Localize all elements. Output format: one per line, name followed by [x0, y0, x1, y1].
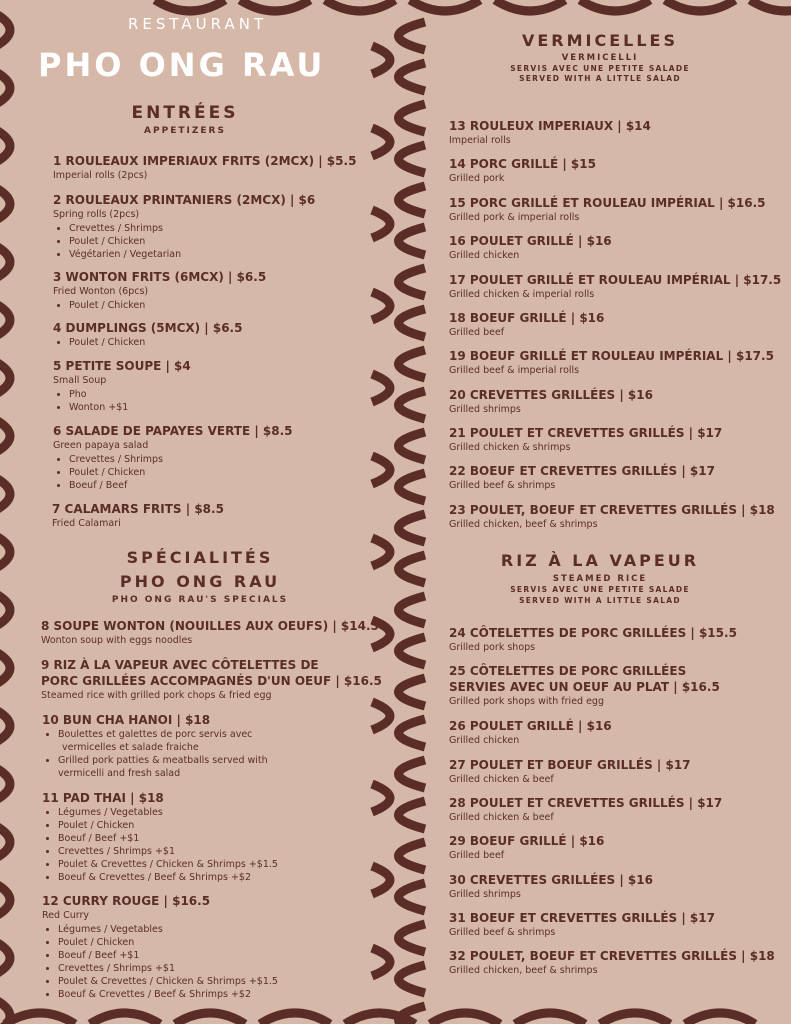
option-item: • Crevettes / Shrimps +$1	[58, 962, 278, 975]
decorative-arc	[410, 0, 480, 11]
option-list	[53, 299, 266, 312]
decorative-arc	[665, 0, 735, 11]
menu-item	[449, 948, 775, 978]
riz-note-en: SERVED WITH A LITTLE SALAD	[519, 596, 681, 605]
item-description: Grilled pork shops with fried egg	[449, 696, 604, 707]
option-item: • Grilled pork patties & meatballs served with	[58, 754, 268, 767]
item-description: Fried Calamari	[52, 518, 121, 529]
decorative-arc	[0, 304, 10, 336]
decorative-arc	[399, 637, 426, 665]
decorative-arc	[372, 948, 390, 976]
decorative-arc	[0, 362, 10, 394]
option-item: • Poulet / Chicken	[69, 336, 242, 349]
decorative-arc	[372, 866, 390, 894]
option-item: • Pho	[69, 388, 191, 401]
item-name: 1 ROULEAUX IMPERIAUX FRITS (2MCX) | $5.5	[53, 154, 357, 168]
menu-item	[53, 269, 266, 312]
item-name-line2: SERVIES AVEC UN OEUF AU PLAT | $16.5	[449, 680, 720, 694]
menu-item	[449, 872, 653, 902]
item-name: 22 BOEUF ET CREVETTES GRILLÉS | $17	[449, 464, 715, 478]
item-name: 26 POULET GRILLÉ | $16	[449, 719, 612, 733]
riz-title: RIZ À LA VAPEUR	[500, 551, 700, 570]
option-item: • Poulet & Crevettes / Chicken & Shrimps +$1.5	[58, 858, 278, 871]
option-list	[42, 728, 268, 780]
decorative-arc	[399, 22, 426, 50]
item-description: Small Soup	[53, 375, 107, 386]
item-description: Green papaya salad	[53, 440, 149, 451]
menu-item	[42, 893, 278, 1001]
option-item: • Poulet / Chicken	[58, 936, 278, 949]
item-name: 3 WONTON FRITS (6MCX) | $6.5	[53, 270, 267, 284]
restaurant-name: PHO ONG RAU	[38, 46, 326, 84]
item-description: Fried Wonton (6pcs)	[53, 286, 149, 297]
item-description: Red Curry	[42, 910, 89, 921]
item-description: Grilled beef	[449, 850, 505, 861]
vermicelles-subtitle: VERMICELLI	[561, 53, 639, 63]
decorative-arc	[515, 1013, 585, 1024]
option-item: • Boeuf / Beef	[69, 479, 293, 492]
restaurant-label: RESTAURANT	[128, 15, 268, 33]
decorative-arc	[399, 924, 426, 952]
menu-item	[42, 712, 268, 780]
item-name: 20 CREVETTES GRILLÉES | $16	[449, 388, 653, 402]
decorative-arc	[0, 478, 10, 510]
decorative-arc	[399, 678, 426, 706]
decorative-arc	[5, 1013, 75, 1024]
decorative-arc	[372, 292, 390, 320]
item-description: Grilled beef & shrimps	[449, 927, 556, 938]
item-name: 29 BOEUF GRILLÉ | $16	[449, 834, 605, 848]
decorative-arc	[0, 768, 10, 800]
decorative-arc	[175, 1013, 245, 1024]
decorative-arc	[0, 884, 10, 916]
option-item: • Végétarien / Vegetarian	[69, 248, 315, 261]
option-item: • Poulet / Chicken	[58, 819, 278, 832]
item-description: Grilled shrimps	[449, 404, 521, 415]
item-description: Grilled shrimps	[449, 889, 521, 900]
decorative-arc	[399, 186, 426, 214]
decorative-arc	[399, 104, 426, 132]
decorative-arc	[399, 432, 426, 460]
decorative-arc	[372, 702, 390, 730]
decorative-arc	[750, 0, 791, 11]
item-name: 17 POULET GRILLÉ ET ROULEAU IMPÉRIAL | $17.5	[449, 273, 782, 287]
item-description: Grilled beef & imperial rolls	[449, 365, 580, 376]
decorative-arc	[372, 46, 390, 74]
decorative-arc	[685, 1013, 755, 1024]
decorative-arc	[372, 128, 390, 156]
decorative-arc	[399, 883, 426, 911]
item-name: 6 SALADE DE PAPAYES VERTE | $8.5	[53, 424, 293, 438]
option-list	[42, 806, 278, 884]
item-name: 16 POULET GRILLÉ | $16	[449, 234, 612, 248]
item-name: 9 RIZ À LA VAPEUR AVEC CÔTELETTES DE	[41, 658, 319, 672]
decorative-arc	[580, 0, 650, 11]
decorative-arc	[240, 0, 310, 11]
item-description: Grilled chicken & beef	[449, 812, 554, 823]
decorative-arc	[0, 420, 10, 452]
menu-item	[41, 618, 379, 648]
decorative-arc	[372, 784, 390, 812]
option-list	[53, 388, 191, 414]
decorative-arc	[90, 1013, 160, 1024]
item-description: Grilled chicken & shrimps	[449, 442, 571, 453]
riz-subtitle: STEAMED RICE	[552, 574, 648, 584]
item-description: Grilled chicken & beef	[449, 774, 554, 785]
menu-item	[449, 310, 604, 340]
item-description: Grilled pork & imperial rolls	[449, 212, 580, 223]
menu-item	[52, 501, 224, 531]
item-name: 21 POULET ET CREVETTES GRILLÉS | $17	[449, 426, 723, 440]
decorative-arc	[399, 555, 426, 583]
menu-item	[53, 358, 191, 414]
item-name: 8 SOUPE WONTON (NOUILLES AUX OEUFS) | $14.5	[41, 619, 379, 633]
option-list	[53, 453, 293, 492]
decorative-arc	[399, 842, 426, 870]
decorative-arc	[372, 374, 390, 402]
entrees-title: ENTRÉES	[131, 103, 239, 123]
specials-title-line2: PHO ONG RAU	[119, 572, 281, 591]
menu-item	[449, 718, 612, 748]
option-item: • Légumes / Vegetables	[58, 923, 278, 936]
item-description: Grilled beef	[449, 327, 505, 338]
option-item: • Boeuf & Crevettes / Beef & Shrimps +$2	[58, 871, 278, 884]
option-item: • Wonton +$1	[69, 401, 191, 414]
decorative-arc	[399, 719, 426, 747]
decorative-arc	[600, 1013, 670, 1024]
specials-title: SPÉCIALITÉS	[126, 548, 274, 567]
decorative-arc	[0, 826, 10, 858]
decorative-arc	[0, 594, 10, 626]
option-item: vermicelles et salade fraiche	[62, 742, 199, 753]
decorative-arc	[345, 1013, 415, 1024]
menu-item	[53, 192, 315, 261]
menu-item	[449, 425, 722, 455]
decorative-arc	[0, 710, 10, 742]
decorative-arc	[399, 760, 426, 788]
menu-item	[449, 387, 653, 417]
item-name: 30 CREVETTES GRILLÉES | $16	[449, 873, 653, 887]
menu-item	[449, 118, 651, 148]
item-name: 12 CURRY ROUGE | $16.5	[42, 894, 211, 908]
menu-item	[449, 833, 604, 863]
item-name: 28 POULET ET CREVETTES GRILLÉS | $17	[449, 796, 723, 810]
option-item: vermicelli and fresh salad	[58, 768, 181, 779]
item-name: 13 ROULEUX IMPERIAUX | $14	[449, 119, 651, 133]
entrees-subtitle: APPETIZERS	[144, 126, 226, 136]
decorative-arc	[0, 942, 10, 974]
item-name-line2: PORC GRILLÉES ACCOMPAGNÉS D'UN OEUF | $16.5	[41, 674, 382, 688]
item-name: 14 PORC GRILLÉ | $15	[449, 157, 596, 171]
vermicelles-title: VERMICELLES	[521, 31, 679, 50]
item-name: 7 CALAMARS FRITS | $8.5	[52, 502, 224, 516]
option-item: • Boulettes et galettes de porc servis avec	[58, 728, 268, 741]
decorative-arc	[0, 246, 10, 278]
item-name: 23 POULET, BOEUF ET CREVETTES GRILLÉS | $18	[449, 503, 775, 517]
specials-subtitle: PHO ONG RAU'S SPECIALS	[111, 595, 289, 605]
option-item: • Crevettes / Shrimps	[69, 222, 315, 235]
item-name: 27 POULET ET BOEUF GRILLÉS | $17	[449, 758, 691, 772]
decorative-arc	[399, 309, 426, 337]
vermicelles-note-en: SERVED WITH A LITTLE SALAD	[519, 74, 681, 83]
decorative-arc	[372, 456, 390, 484]
item-name: 10 BUN CHA HANOI | $18	[42, 713, 211, 727]
decorative-arc	[0, 536, 10, 568]
decorative-arc	[399, 965, 426, 993]
decorative-arc	[399, 145, 426, 173]
menu-item	[449, 272, 781, 302]
decorative-arc	[399, 268, 426, 296]
decorative-arc	[0, 652, 10, 684]
decorative-arc	[399, 514, 426, 542]
option-item: • Boeuf & Crevettes / Beef & Shrimps +$2	[58, 988, 278, 1001]
item-description: Wonton soup with eggs noodles	[41, 635, 193, 646]
menu-item	[449, 502, 775, 532]
decorative-arc	[399, 391, 426, 419]
item-description: Grilled chicken, beef & shrimps	[449, 519, 598, 530]
item-name: 2 ROULEAUX PRINTANIERS (2MCX) | $6	[53, 193, 316, 207]
decorative-arc	[399, 350, 426, 378]
option-item: • Poulet / Chicken	[69, 299, 266, 312]
item-description: Grilled chicken, beef & shrimps	[449, 965, 598, 976]
item-description: Imperial rolls (2pcs)	[53, 170, 148, 181]
option-list	[53, 336, 242, 349]
option-item: • Crevettes / Shrimps	[69, 453, 293, 466]
option-item: • Boeuf / Beef +$1	[58, 832, 278, 845]
option-item: • Poulet / Chicken	[69, 466, 293, 479]
menu-item	[53, 320, 242, 349]
decorative-arc	[325, 0, 395, 11]
item-description: Imperial rolls	[449, 135, 511, 146]
menu-item	[53, 423, 293, 492]
menu-item	[449, 233, 612, 263]
decorative-arc	[495, 0, 565, 11]
option-item: • Poulet / Chicken	[69, 235, 315, 248]
option-item: • Boeuf / Beef +$1	[58, 949, 278, 962]
item-name: 31 BOEUF ET CREVETTES GRILLÉS | $17	[449, 911, 715, 925]
menu-item	[53, 153, 356, 183]
item-name: 11 PAD THAI | $18	[42, 791, 164, 805]
item-name: 19 BOEUF GRILLÉ ET ROULEAU IMPÉRIAL | $17.5	[449, 349, 774, 363]
item-name: 5 PETITE SOUPE | $4	[53, 359, 191, 373]
decorative-arc	[0, 188, 10, 220]
menu-item	[449, 757, 691, 787]
item-description: Spring rolls (2pcs)	[53, 209, 140, 220]
decorative-arc	[399, 473, 426, 501]
item-description: Grilled beef & shrimps	[449, 480, 556, 491]
item-description: Grilled pork shops	[449, 642, 536, 653]
item-description: Grilled chicken	[449, 735, 520, 746]
decorative-arc	[0, 14, 10, 46]
decorative-arc	[399, 801, 426, 829]
option-list	[53, 222, 315, 261]
decorative-arc	[155, 0, 225, 11]
vermicelles-note-fr: SERVIS AVEC UNE PETITE SALADE	[510, 64, 690, 73]
item-name: 15 PORC GRILLÉ ET ROULEAU IMPÉRIAL | $16.5	[449, 196, 766, 210]
decorative-arc	[399, 227, 426, 255]
decorative-arc	[0, 72, 10, 104]
item-name: 24 CÔTELETTES DE PORC GRILLÉES | $15.5	[449, 626, 737, 640]
decorative-arc	[399, 596, 426, 624]
menu-item	[449, 795, 722, 825]
option-list	[42, 923, 278, 1001]
menu-item	[449, 663, 720, 709]
item-description: Grilled chicken & imperial rolls	[449, 289, 595, 300]
item-name: 32 POULET, BOEUF ET CREVETTES GRILLÉS | $18	[449, 949, 775, 963]
menu-item	[449, 195, 765, 225]
item-name: 18 BOEUF GRILLÉ | $16	[449, 311, 605, 325]
decorative-arc	[372, 210, 390, 238]
decorative-arc	[430, 1013, 500, 1024]
riz-note-fr: SERVIS AVEC UNE PETITE SALADE	[510, 585, 690, 594]
option-item: • Crevettes / Shrimps +$1	[58, 845, 278, 858]
menu-item	[449, 625, 737, 655]
option-item: • Légumes / Vegetables	[58, 806, 278, 819]
item-name: 25 CÔTELETTES DE PORC GRILLÉES	[449, 664, 687, 678]
item-description: Grilled pork	[449, 173, 505, 184]
option-item: • Poulet & Crevettes / Chicken & Shrimps +$1.5	[58, 975, 278, 988]
item-description: Grilled chicken	[449, 250, 520, 261]
menu-item	[42, 790, 278, 884]
menu-item	[449, 910, 715, 940]
menu-item	[41, 657, 382, 703]
menu-item	[449, 156, 596, 186]
item-description: Steamed rice with grilled pork chops & fried egg	[41, 690, 272, 701]
decorative-arc	[372, 538, 390, 566]
decorative-arc	[399, 63, 426, 91]
menu-item	[449, 348, 774, 378]
decorative-arc	[0, 130, 10, 162]
decorative-arc	[260, 1013, 330, 1024]
item-name: 4 DUMPLINGS (5MCX) | $6.5	[53, 321, 243, 335]
menu-item	[449, 463, 715, 493]
